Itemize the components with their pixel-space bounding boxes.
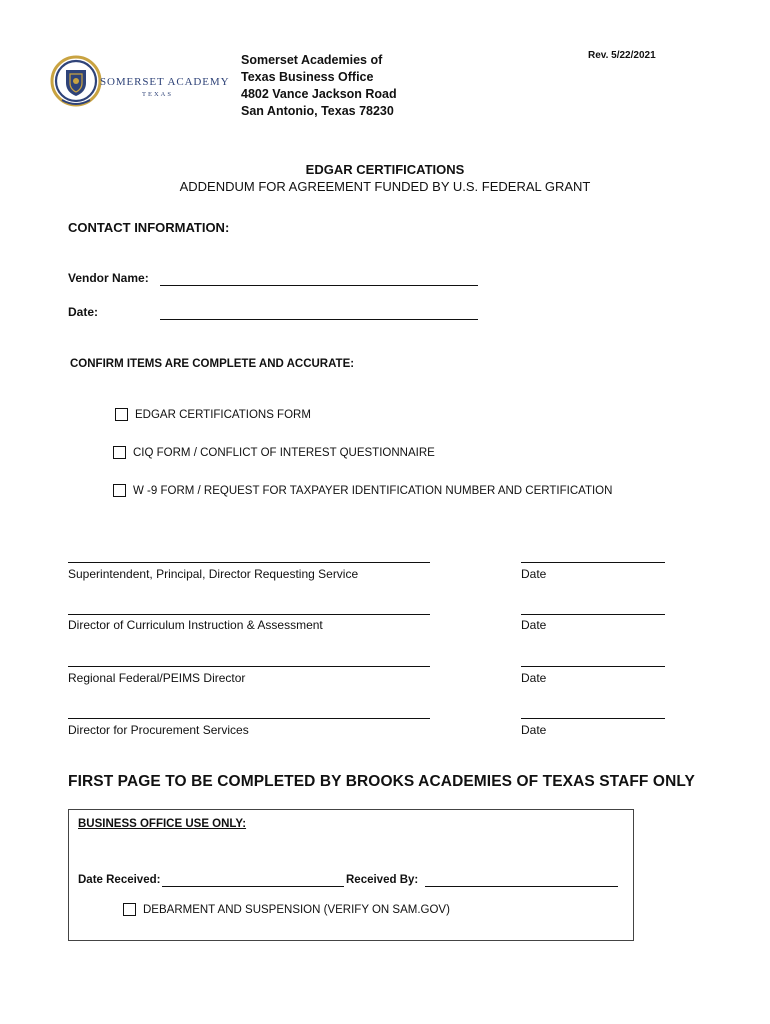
- signature-role: Director for Procurement Services: [68, 723, 249, 737]
- date-line[interactable]: [521, 666, 665, 667]
- signature-role: Superintendent, Principal, Director Requesting Service: [68, 567, 359, 581]
- logo-name: SOMERSET ACADEMY: [100, 76, 230, 88]
- checkbox[interactable]: [113, 446, 126, 459]
- date-line[interactable]: [521, 718, 665, 719]
- document-subtitle: ADDENDUM FOR AGREEMENT FUNDED BY U.S. FEDERAL GRANT: [179, 179, 591, 194]
- school-logo: [48, 50, 230, 116]
- received-by-label: Received By:: [346, 874, 419, 886]
- checklist-item-ciq[interactable]: [113, 446, 435, 459]
- document-title: EDGAR CERTIFICATIONS: [305, 162, 465, 177]
- address-line: Somerset Academies of: [241, 53, 383, 67]
- signature-date-label: Date: [521, 671, 547, 685]
- signature-line[interactable]: [68, 562, 430, 563]
- received-by-field[interactable]: [425, 886, 618, 887]
- address-line: San Antonio, Texas 78230: [241, 104, 394, 118]
- confirm-heading: CONFIRM ITEMS ARE COMPLETE AND ACCURATE:: [70, 358, 355, 370]
- checklist-item-w9[interactable]: [113, 484, 612, 497]
- date-field[interactable]: [160, 319, 478, 320]
- vendor-name-field[interactable]: [160, 285, 478, 286]
- revision-date: Rev. 5/22/2021: [588, 50, 656, 61]
- checklist-item-label: W -9 FORM / REQUEST FOR TAXPAYER IDENTIFICATION NUMBER AND CERTIFICATION: [133, 484, 613, 497]
- address-line: 4802 Vance Jackson Road: [241, 87, 397, 101]
- signature-date-label: Date: [521, 567, 547, 581]
- contact-heading: CONTACT INFORMATION:: [68, 220, 230, 235]
- signature-role: Director of Curriculum Instruction & Assessment: [68, 618, 323, 632]
- logo-state: TEXAS: [142, 91, 173, 98]
- checklist-item-edgar[interactable]: [115, 408, 311, 421]
- office-address: [241, 52, 397, 120]
- debarment-check-item[interactable]: [123, 903, 450, 916]
- checklist-item-label: CIQ FORM / CONFLICT OF INTEREST QUESTIONNAIRE: [133, 446, 435, 459]
- business-office-heading: BUSINESS OFFICE USE ONLY:: [78, 818, 247, 830]
- signature-line[interactable]: [68, 614, 430, 615]
- checklist-item-label: EDGAR CERTIFICATIONS FORM: [135, 408, 311, 421]
- signature-date-label: Date: [521, 723, 547, 737]
- checkbox[interactable]: [115, 408, 128, 421]
- business-office-box: [68, 809, 634, 941]
- checkbox[interactable]: [113, 484, 126, 497]
- staff-only-notice: FIRST PAGE TO BE COMPLETED BY BROOKS ACADEMIES OF TEXAS STAFF ONLY: [68, 773, 695, 790]
- signature-date-label: Date: [521, 618, 547, 632]
- date-received-field[interactable]: [162, 886, 344, 887]
- signature-role: Regional Federal/PEIMS Director: [68, 671, 246, 685]
- signature-line[interactable]: [68, 666, 430, 667]
- checkbox[interactable]: [123, 903, 136, 916]
- date-label: Date:: [68, 305, 99, 319]
- vendor-name-label: Vendor Name:: [68, 271, 149, 285]
- date-line[interactable]: [521, 614, 665, 615]
- signature-line[interactable]: [68, 718, 430, 719]
- date-received-label: Date Received:: [78, 874, 161, 886]
- date-line[interactable]: [521, 562, 665, 563]
- checklist-item-label: DEBARMENT AND SUSPENSION (VERIFY ON SAM.GOV): [143, 903, 450, 916]
- address-line: Texas Business Office: [241, 70, 374, 84]
